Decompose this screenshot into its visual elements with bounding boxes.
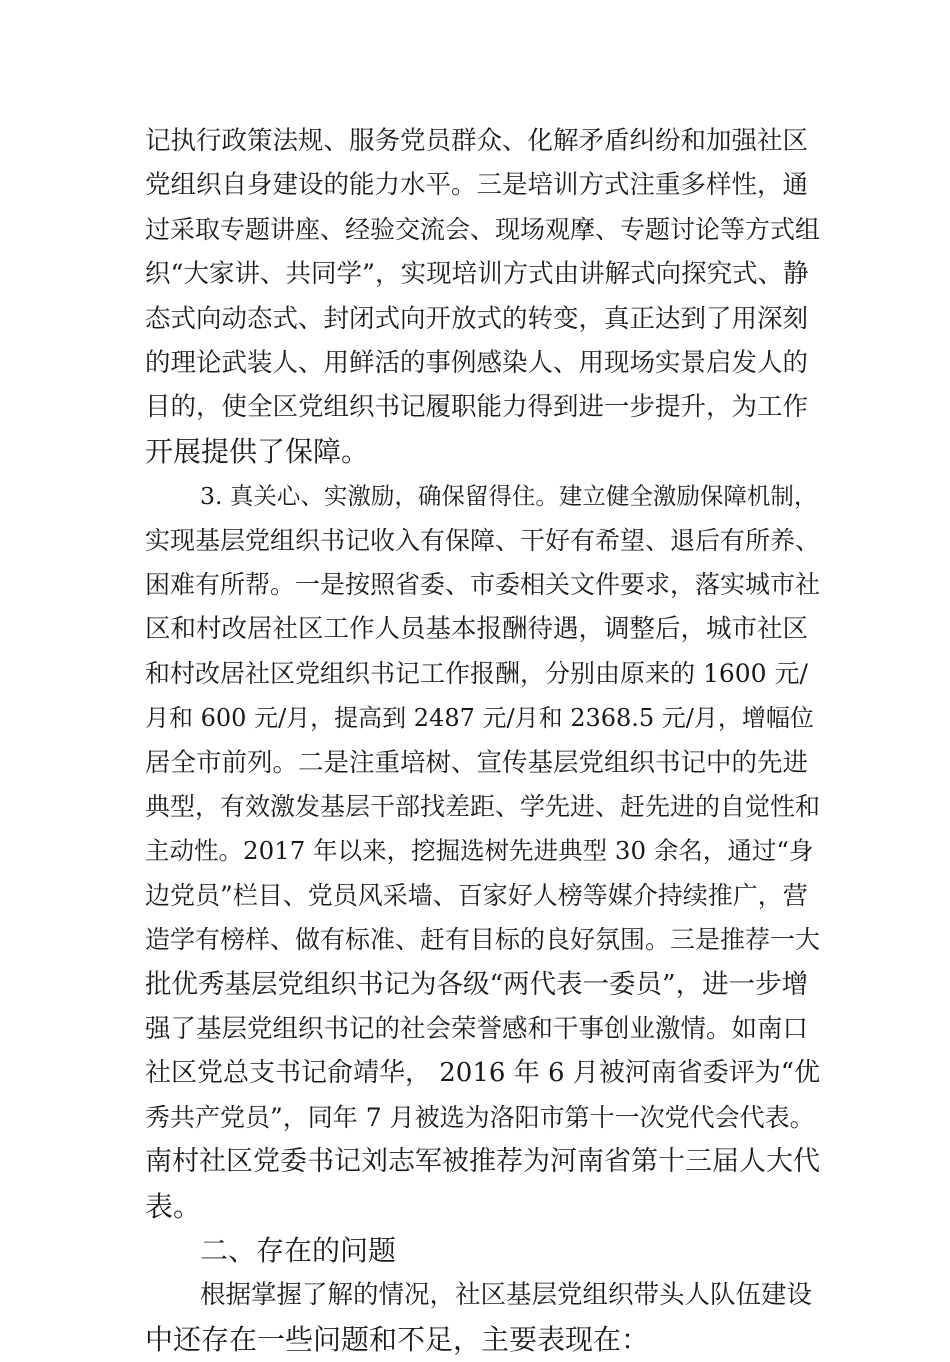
text-line: 中还存在一些问题和不足，主要表现在： <box>145 1322 650 1356</box>
text-line: 表。 <box>145 1189 202 1223</box>
text-line: 过采取专题讲座、经验交流会、现场观摩、专题讨论等方式组 <box>145 214 821 244</box>
text-line: 秀共产党员”，同年 7 月被选为洛阳市第十一次党代会代表。 <box>145 1102 815 1132</box>
text-line: 记执行政策法规、服务党员群众、化解矛盾纠纷和加强社区 <box>145 126 809 156</box>
text-line: 开展提供了保障。 <box>145 434 370 468</box>
text-line: 困难有所帮。一是按照省委、市委相关文件要求，落实城市社 <box>145 570 821 599</box>
text-line: 实现基层党组织书记收入有保障、干好有希望、退后有所养、 <box>145 525 821 555</box>
text-line: 社区党总支书记俞靖华， 2016 年 6 月被河南省委评为“优 <box>145 1058 821 1089</box>
text-line: 强了基层党组织书记的社会荣誉感和干事创业激情。如南口 <box>145 1014 809 1044</box>
text-line: 态式向动态式、封闭式向开放式的转变，真正达到了用深刻 <box>145 303 809 334</box>
text-line: 织“大家讲、共同学”，实现培训方式由讲解式向探究式、静 <box>145 259 809 290</box>
section-heading: 3. 真关心、实激励，确保留得住。建立健全激励保障机制， <box>200 482 818 511</box>
text-line: 典型，有效激发基层干部找差距、学先进、赶先进的自觉性和 <box>145 792 821 821</box>
text-line: 批优秀基层党组织书记为各级“两代表一委员”，进一步增 <box>145 968 809 1000</box>
text-line: 目的，使全区党组织书记履职能力得到进一步提升，为工作 <box>145 392 809 423</box>
text-line: 的理论武装人、用鲜活的事例感染人、用现场实景启发人的 <box>145 348 809 378</box>
text-line: 月和 600 元/月，提高到 2487 元/月和 2368.5 元/月，增幅位 <box>145 704 814 733</box>
text-line: 南村社区党委书记刘志军被推荐为河南省第十三届人大代 <box>145 1146 820 1178</box>
text-line: 党组织自身建设的能力水平。三是培训方式注重多样性，通 <box>145 170 809 201</box>
text-line: 边党员”栏目、党员风采墙、百家好人榜等媒介持续推广，营 <box>145 880 808 910</box>
text-line: 主动性。2017 年以来，挖掘选树先进典型 30 余名，通过“身 <box>145 836 814 866</box>
text-line: 造学有榜样、做有标准、赶有目标的良好氛围。三是推荐一大 <box>145 925 821 955</box>
text-line: 区和村改居社区工作人员基本报酬待遇，调整后，城市社区 <box>145 614 809 645</box>
text-line: 根据掌握了解的情况，社区基层党组织带头人队伍建设 <box>200 1280 813 1311</box>
section-heading: 二、存在的问题 <box>200 1234 397 1267</box>
text-line: 和村改居社区党组织书记工作报酬，分别由原来的 1600 元/ <box>145 658 808 688</box>
text-line: 居全市前列。二是注重培树、宣传基层党组织书记中的先进 <box>145 747 809 778</box>
